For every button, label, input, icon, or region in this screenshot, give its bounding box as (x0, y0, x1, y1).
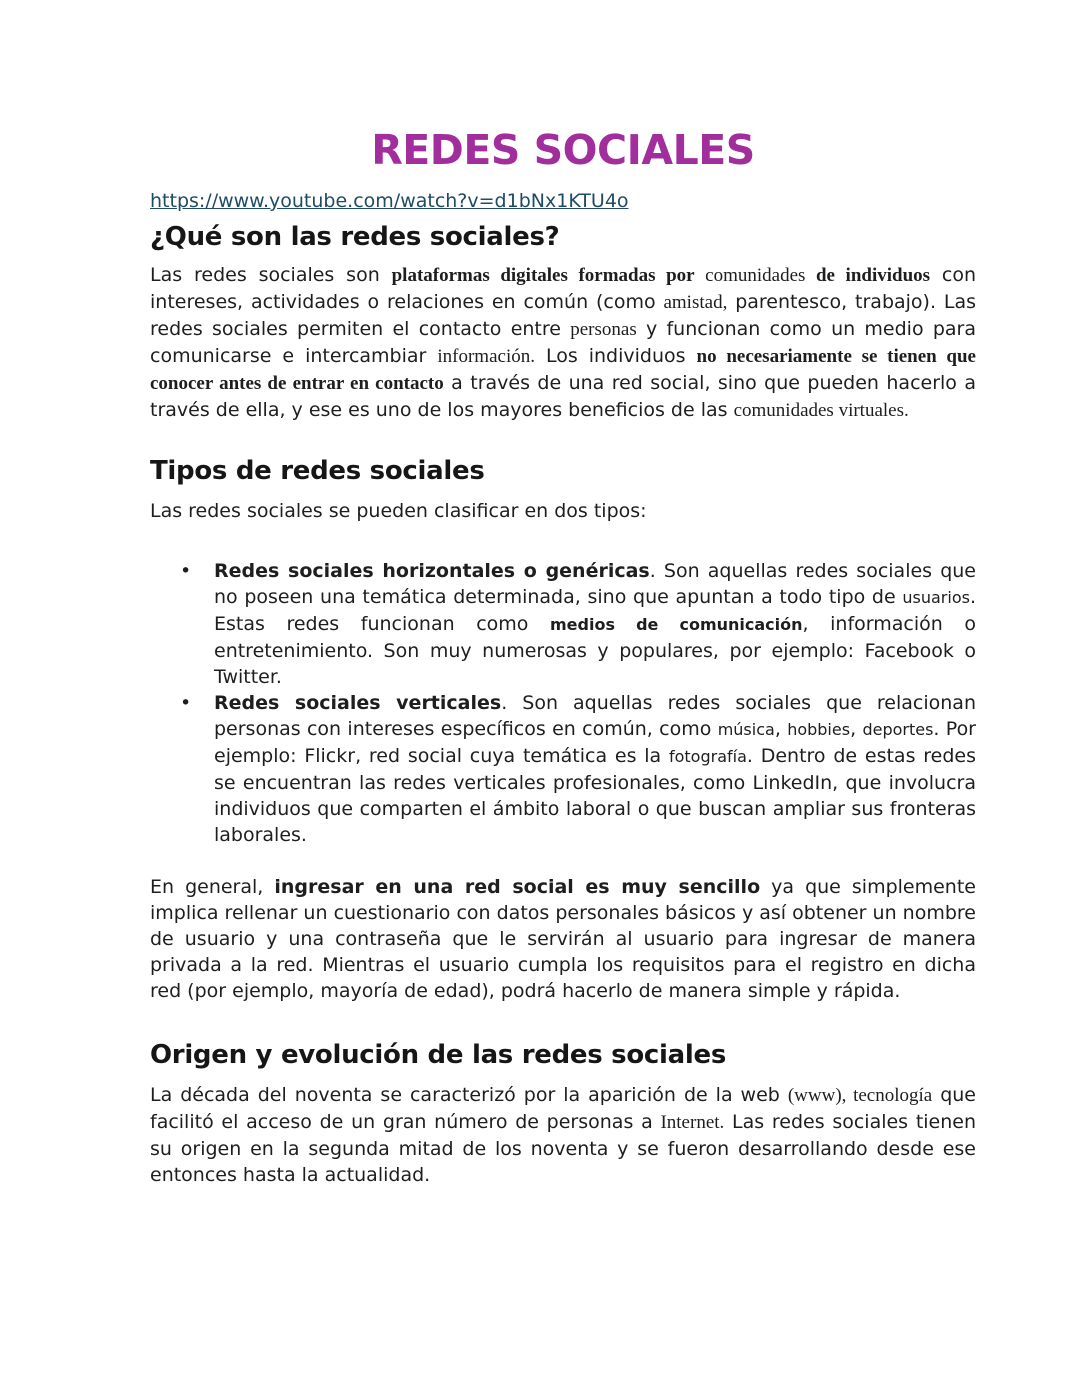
paragraph-origen: La década del noventa se caracterizó por la aparición de la web (www), tecnología que facilitó el acceso de un gran número de personas a Internet. Las redes sociales tienen su origen en la segunda mitad de los noventa y se fueron desarrollando desde ese entonces hasta la actualidad. (150, 1084, 977, 1186)
paragraph-definicion: Las redes sociales son plataformas digitales formadas por comunidades de individuos con intereses, actividades o relaciones en común (como amistad, parentesco, trabajo). Las redes sociales permiten el contacto entre personas y funcionan como un medio para comunicarse e intercambiar información. Los individuos no necesariamente se tienen que conocer antes de entrar en contacto a través de una red social, sino que pueden hacerlo a través de ella, y ese es uno de los mayores beneficios de las comunidades virtuales. (150, 264, 977, 421)
list-item-horizontales: • Redes sociales horizontales o genéricas. Son aquellas redes sociales que no poseen una temática determinada, sino que apuntan a todo tipo de usuarios. Estas redes funcionan como medios de comunicación, información o entretenimiento. Son muy numerosas y populares, por ejemplo: Facebook o Twitter. (180, 560, 976, 688)
paragraph-tipos-intro: Las redes sociales se pueden clasificar en dos tipos: (150, 500, 647, 522)
bullet-icon: • (180, 692, 192, 714)
section-heading-que-son: ¿Qué son las redes sociales? (150, 222, 560, 252)
section-heading-tipos: Tipos de redes sociales (150, 456, 485, 486)
list-item-verticales: • Redes sociales verticales. Son aquellas redes sociales que relacionan personas con intereses específicos en común, como música, hobbies, deportes. Por ejemplo: Flickr, red social cuya temática es la fotografía. Dentro de estas redes se encuentran las redes verticales profesionales, como LinkedIn, que involucra individuos que comparten el ámbito laboral o que buscan ampliar sus fronteras laborales. (180, 692, 976, 846)
document-page (150, 118, 976, 1188)
section-heading-origen: Origen y evolución de las redes sociales (150, 1040, 726, 1070)
page-title: REDES SOCIALES (371, 126, 755, 174)
paragraph-ingresar: En general, ingresar en una red social es muy sencillo ya que simplemente implica rellenar un cuestionario con datos personales básicos y así obtener un nombre de usuario y una contraseña que le servirán al usuario para ingresar de manera privada a la red. Mientras el usuario cumpla los requisitos para el registro en dicha red (por ejemplo, mayoría de edad), podrá hacerlo de manera simple y rápida. (150, 876, 976, 1002)
bullet-icon: • (180, 560, 192, 582)
tipos-list (150, 558, 976, 848)
youtube-link[interactable]: https://www.youtube.com/watch?v=d1bNx1KTU4o (150, 190, 629, 212)
